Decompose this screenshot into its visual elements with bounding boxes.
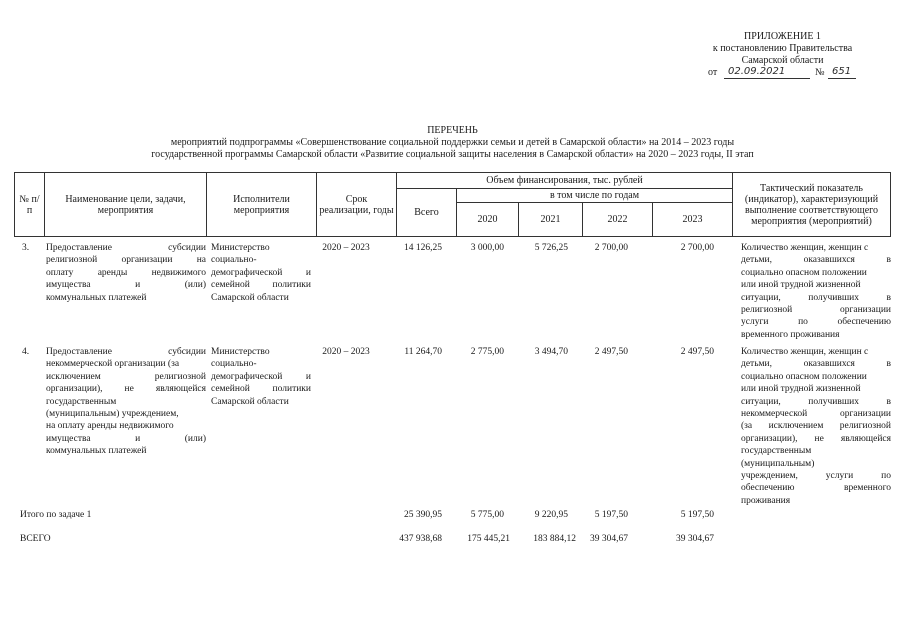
row-indicator-line: социально опасном положении bbox=[741, 371, 867, 382]
row-indicator-line: некоммерческой организации bbox=[741, 409, 891, 420]
header-indicator: Тактический показатель (индикатор), характеризующий выполнение соответствующего мероприятия (мероприятий) bbox=[733, 173, 891, 237]
row-name-line: на оплату аренды недвижимого bbox=[46, 421, 174, 432]
number-handwritten: 651 bbox=[832, 66, 852, 77]
header-2021: 2021 bbox=[519, 203, 583, 237]
row-name-line: государственным bbox=[46, 396, 117, 407]
row-exec-line: социально- bbox=[211, 359, 257, 370]
grand-2023: 39 304,67 bbox=[676, 534, 714, 544]
row-indicator-line: религиозной организации bbox=[741, 305, 891, 316]
header-exec: Исполнители мероприятия bbox=[207, 173, 317, 237]
number-prefix: № bbox=[815, 67, 825, 78]
row-indicator-line: государственным bbox=[741, 446, 812, 457]
row-name-line: исключением религиозной bbox=[46, 371, 206, 382]
doc-subtitle-2: государственной программы Самарской области «Развитие социальной защиты населения в Самарской области» на 2020 – 2023 годы, II этап bbox=[151, 149, 754, 160]
annex-block bbox=[690, 31, 875, 67]
row-2021: 3 494,70 bbox=[534, 347, 568, 357]
annex-title: ПРИЛОЖЕНИЕ 1 bbox=[744, 31, 821, 42]
header-term: Срок реализации, годы bbox=[317, 173, 397, 237]
grand-2021: 183 884,12 bbox=[533, 534, 576, 544]
row-indicator-line: детьми, оказавшихся в bbox=[741, 359, 891, 370]
row-2022: 2 497,50 bbox=[594, 347, 628, 357]
annex-date-line bbox=[700, 66, 870, 80]
header-total: Всего bbox=[397, 189, 457, 237]
row-name-line: имущества и (или) bbox=[46, 280, 206, 291]
row-indicator-line: Количество женщин, женщин с bbox=[741, 347, 869, 357]
row-name bbox=[46, 242, 206, 304]
row-indicator-line: услуги по обеспечению bbox=[741, 317, 891, 328]
date-prefix: от bbox=[708, 67, 718, 78]
header-by-years: в том числе по годам bbox=[457, 189, 733, 203]
row-total: 14 126,25 bbox=[404, 243, 442, 253]
grand-2022: 39 304,67 bbox=[590, 534, 628, 544]
row-term: 2020 – 2023 bbox=[322, 347, 370, 357]
date-handwritten: 02.09.2021 bbox=[728, 66, 786, 77]
row-indicator-line: ситуации, получивших в bbox=[741, 292, 891, 303]
row-indicator-line: Количество женщин, женщин с bbox=[741, 243, 869, 253]
row-term: 2020 – 2023 bbox=[322, 243, 370, 253]
row-indicator-line: или иной трудной жизненной bbox=[741, 384, 861, 395]
subtotal-2021: 9 220,95 bbox=[534, 510, 568, 520]
doc-title: ПЕРЕЧЕНЬ bbox=[427, 125, 478, 136]
row-name-line: оплату аренды недвижимого bbox=[46, 267, 206, 278]
subtotal-2023: 5 197,50 bbox=[680, 510, 714, 520]
annex-line-decree: к постановлению Правительства bbox=[712, 43, 853, 54]
row-indicator bbox=[741, 242, 891, 341]
header-2023: 2023 bbox=[653, 203, 733, 237]
row-number: 3. bbox=[22, 243, 30, 253]
row-indicator-line: проживания bbox=[741, 495, 791, 506]
row-exec-line: Самарской области bbox=[211, 396, 289, 407]
header-funding: Объем финансирования, тыс. рублей bbox=[397, 173, 733, 189]
row-exec-line: семейной политики bbox=[211, 384, 311, 395]
annex-line-region: Самарской области bbox=[741, 55, 824, 66]
row-2022: 2 700,00 bbox=[594, 243, 628, 253]
row-total: 11 264,70 bbox=[404, 347, 442, 357]
row-name-line: Предоставление субсидии bbox=[46, 347, 206, 357]
row-exec-line: семейной политики bbox=[211, 280, 311, 291]
row-exec-line: Министерство bbox=[211, 243, 270, 253]
row-indicator-line: организации), не являющейся bbox=[741, 433, 891, 444]
header-2022: 2022 bbox=[583, 203, 653, 237]
header-no: № п/п bbox=[15, 173, 45, 237]
row-indicator-line: или иной трудной жизненной bbox=[741, 280, 861, 291]
row-2020: 3 000,00 bbox=[470, 243, 504, 253]
subtotal-2022: 5 197,50 bbox=[594, 510, 628, 520]
row-name-line: (муниципальным) учреждением, bbox=[46, 409, 179, 420]
grand-2020: 175 445,21 bbox=[467, 534, 510, 544]
row-name bbox=[46, 346, 206, 458]
row-indicator-line: обеспечению временного bbox=[741, 483, 891, 494]
row-number: 4. bbox=[22, 347, 30, 357]
subtotal-label: Итого по задаче 1 bbox=[20, 510, 92, 520]
subtotal-total: 25 390,95 bbox=[404, 510, 442, 520]
header-2020: 2020 bbox=[457, 203, 519, 237]
row-2021: 5 726,25 bbox=[534, 243, 568, 253]
row-exec-line: демографической и bbox=[211, 371, 311, 382]
row-2023: 2 700,00 bbox=[680, 243, 714, 253]
grand-total-label: ВСЕГО bbox=[20, 534, 51, 544]
row-indicator-line: учреждением, услуги по bbox=[741, 471, 891, 482]
row-indicator-line: ситуации, получивших в bbox=[741, 396, 891, 407]
row-indicator-line: (муниципальным) bbox=[741, 458, 815, 469]
row-indicator-line: детьми, оказавшихся в bbox=[741, 255, 891, 266]
row-indicator bbox=[741, 346, 891, 507]
row-name-line: религиозной организации на bbox=[46, 255, 206, 266]
row-name-line: коммунальных платежей bbox=[46, 292, 147, 303]
row-exec bbox=[211, 242, 311, 304]
subtotal-2020: 5 775,00 bbox=[470, 510, 504, 520]
row-exec-line: Самарской области bbox=[211, 292, 289, 303]
row-2020: 2 775,00 bbox=[470, 347, 504, 357]
row-exec-line: Министерство bbox=[211, 347, 270, 357]
row-exec bbox=[211, 346, 311, 408]
row-name-line: Предоставление субсидии bbox=[46, 243, 206, 253]
row-name-line: некоммерческой организации (за bbox=[46, 359, 180, 370]
header-name: Наименование цели, задачи, мероприятия bbox=[45, 173, 207, 237]
grand-total: 437 938,68 bbox=[399, 534, 442, 544]
row-name-line: организации), не являющейся bbox=[46, 384, 206, 395]
doc-subtitle-1: мероприятий подпрограммы «Совершенствование социальной поддержки семьи и детей в Самарской области» на 2014 – 2023 годы bbox=[170, 137, 735, 148]
row-name-line: коммунальных платежей bbox=[46, 446, 147, 457]
row-name-line: имущества и (или) bbox=[46, 433, 206, 444]
row-indicator-line: (за исключением религиозной bbox=[741, 421, 891, 432]
row-2023: 2 497,50 bbox=[680, 347, 714, 357]
row-indicator-line: временного проживания bbox=[741, 329, 840, 340]
row-indicator-line: социально опасном положении bbox=[741, 267, 867, 278]
row-exec-line: демографической и bbox=[211, 267, 311, 278]
row-exec-line: социально- bbox=[211, 255, 257, 266]
table-header bbox=[14, 172, 891, 237]
